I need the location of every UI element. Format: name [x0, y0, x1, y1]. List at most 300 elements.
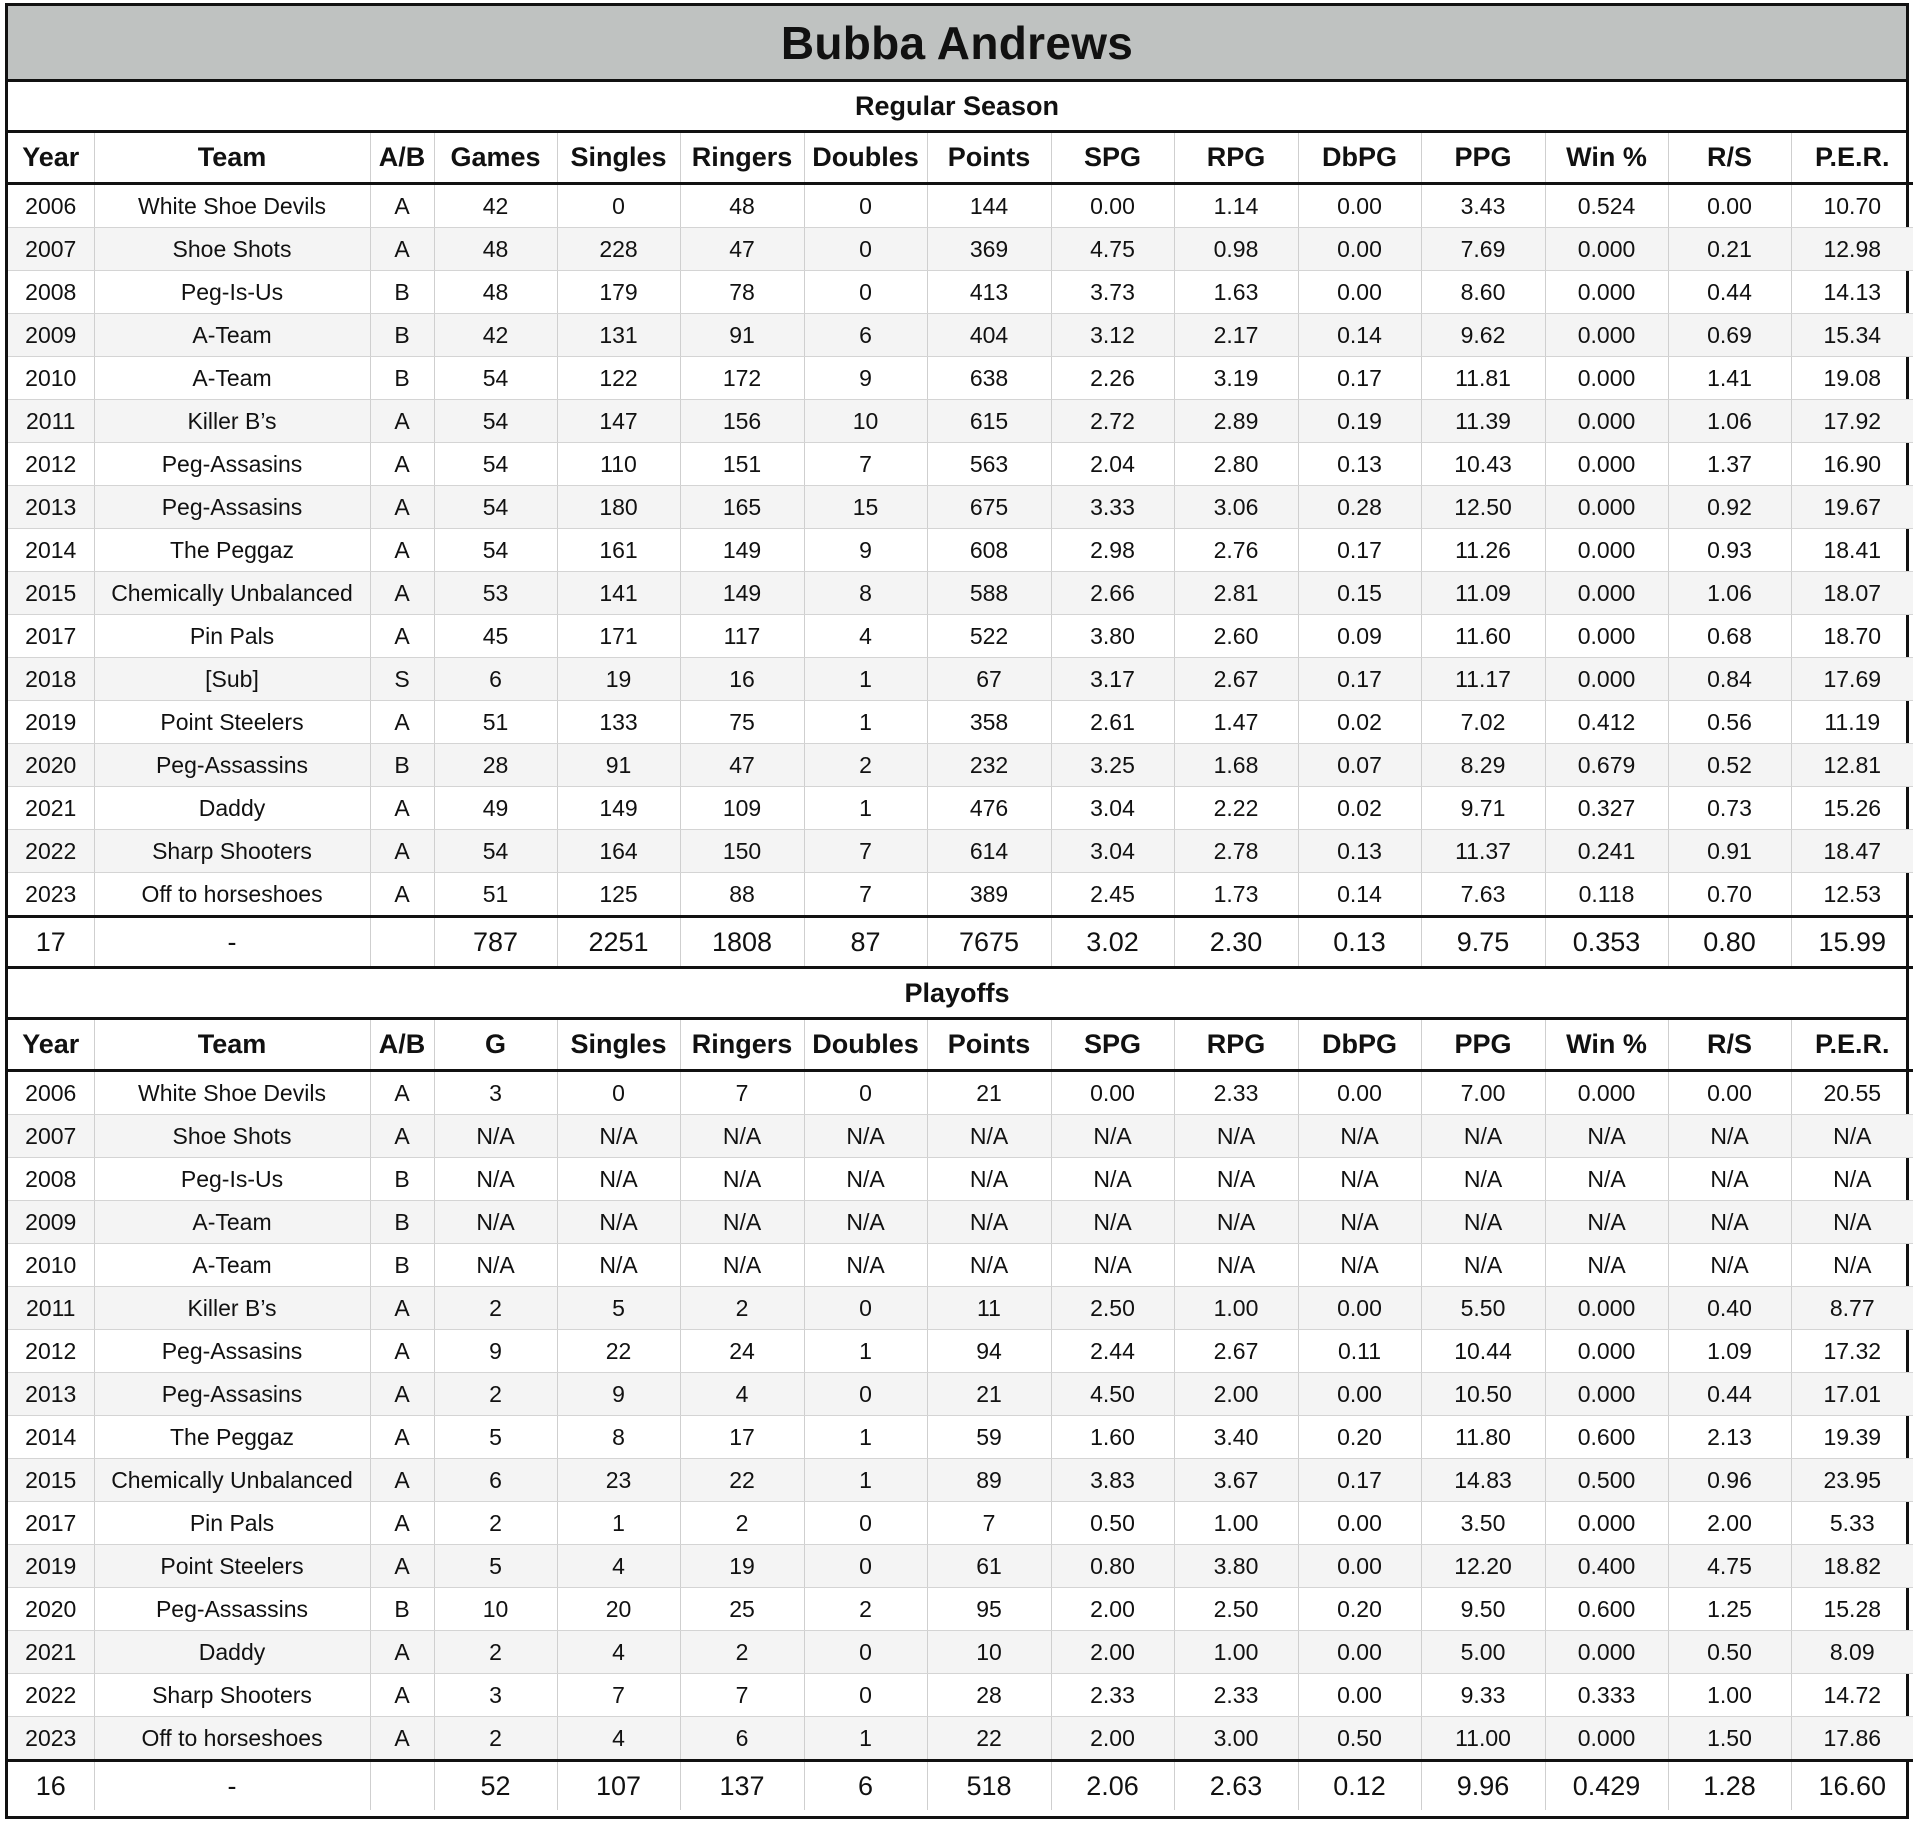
cell-dbpg: 0.28 [1298, 486, 1421, 529]
total-rpg: 2.30 [1174, 917, 1298, 968]
cell-points: 7 [927, 1502, 1051, 1545]
cell-dbpg: 0.00 [1298, 271, 1421, 314]
cell-ab: A [370, 1545, 434, 1588]
cell-games: 48 [434, 271, 557, 314]
cell-rs: 2.00 [1668, 1502, 1791, 1545]
cell-ppg: 11.60 [1421, 615, 1545, 658]
total-per: 16.60 [1818, 1770, 1887, 1801]
cell-dbpg: 0.17 [1298, 529, 1421, 572]
cell-points: N/A [927, 1115, 1051, 1158]
cell-ab: B [370, 744, 434, 787]
cell-rpg: 3.80 [1174, 1545, 1298, 1588]
cell-per: 20.55 [1791, 1071, 1913, 1115]
cell-ringers: 151 [680, 443, 804, 486]
cell-dbpg: N/A [1298, 1158, 1421, 1201]
table-row [8, 1502, 1913, 1545]
cell-points: 67 [927, 658, 1051, 701]
cell-singles: 180 [557, 486, 680, 529]
cell-team: Off to horseshoes [94, 1717, 370, 1761]
cell-points: 404 [927, 314, 1051, 357]
cell-rs: 1.00 [1668, 1674, 1791, 1717]
cell-ab: A [370, 228, 434, 271]
cell-rpg: 2.89 [1174, 400, 1298, 443]
cell-ringers: N/A [680, 1115, 804, 1158]
cell-ppg: 11.81 [1421, 357, 1545, 400]
cell-ringers: N/A [680, 1158, 804, 1201]
cell-rs: 0.00 [1668, 184, 1791, 228]
cell-dbpg: 0.07 [1298, 744, 1421, 787]
table-row [8, 228, 1913, 271]
cell-ringers: 75 [680, 701, 804, 744]
cell-year: 2006 [8, 1071, 94, 1115]
cell-doubles: N/A [804, 1115, 927, 1158]
cell-win-pct: 0.000 [1545, 1717, 1668, 1761]
cell-per: 23.95 [1791, 1459, 1913, 1502]
cell-rpg: 3.06 [1174, 486, 1298, 529]
cell-doubles: 1 [804, 1416, 927, 1459]
cell-spg: 3.83 [1051, 1459, 1174, 1502]
table-row [8, 1674, 1913, 1717]
cell-ab: A [370, 873, 434, 917]
cell-games: 54 [434, 830, 557, 873]
cell-win-pct: 0.000 [1545, 357, 1668, 400]
cell-points: 389 [927, 873, 1051, 917]
cell-singles: 141 [557, 572, 680, 615]
cell-year: 2008 [8, 1158, 94, 1201]
cell-rpg: 1.63 [1174, 271, 1298, 314]
cell-per: N/A [1791, 1158, 1913, 1201]
player-name-title: Bubba Andrews [8, 6, 1906, 82]
table-row [8, 1158, 1913, 1201]
column-header-per: P.E.R. [1814, 142, 1890, 172]
cell-team: Shoe Shots [94, 1115, 370, 1158]
cell-rs: N/A [1668, 1201, 1791, 1244]
totals-row [8, 917, 1913, 968]
cell-win-pct: 0.118 [1545, 873, 1668, 917]
cell-ppg: 12.20 [1421, 1545, 1545, 1588]
cell-doubles: 1 [804, 787, 927, 830]
cell-points: 522 [927, 615, 1051, 658]
total-points: 7675 [927, 917, 1051, 968]
cell-rs: 1.06 [1668, 572, 1791, 615]
cell-games: 28 [434, 744, 557, 787]
cell-singles: 125 [557, 873, 680, 917]
cell-doubles: 9 [804, 357, 927, 400]
cell-year: 2009 [8, 1201, 94, 1244]
cell-rs: 0.93 [1668, 529, 1791, 572]
cell-doubles: N/A [804, 1158, 927, 1201]
cell-games: N/A [434, 1244, 557, 1287]
table-row [8, 486, 1913, 529]
cell-per: 18.70 [1791, 615, 1913, 658]
cell-rpg: N/A [1174, 1158, 1298, 1201]
cell-rs: 0.96 [1668, 1459, 1791, 1502]
cell-rs: 0.00 [1668, 1071, 1791, 1115]
cell-win-pct: 0.000 [1545, 400, 1668, 443]
cell-games: 51 [434, 873, 557, 917]
cell-ppg: 10.43 [1421, 443, 1545, 486]
table-row [8, 1244, 1913, 1287]
cell-rpg: 2.00 [1174, 1373, 1298, 1416]
cell-ppg: 10.50 [1421, 1373, 1545, 1416]
cell-dbpg: 0.19 [1298, 400, 1421, 443]
cell-singles: 22 [557, 1330, 680, 1373]
cell-rpg: 1.14 [1174, 184, 1298, 228]
cell-dbpg: 0.17 [1298, 357, 1421, 400]
table-row [8, 1416, 1913, 1459]
cell-ab: A [370, 787, 434, 830]
cell-win-pct: 0.000 [1545, 228, 1668, 271]
cell-spg: 2.26 [1051, 357, 1174, 400]
cell-ppg: 7.63 [1421, 873, 1545, 917]
cell-games: N/A [434, 1115, 557, 1158]
cell-points: 22 [927, 1717, 1051, 1761]
playoffs-table [8, 1020, 1913, 1810]
cell-doubles: N/A [804, 1244, 927, 1287]
table-row [8, 1631, 1913, 1674]
cell-singles: 20 [557, 1588, 680, 1631]
cell-spg: 3.73 [1051, 271, 1174, 314]
cell-rs: 0.92 [1668, 486, 1791, 529]
cell-ppg: 11.80 [1421, 1416, 1545, 1459]
cell-win-pct: 0.524 [1545, 184, 1668, 228]
cell-games: 5 [434, 1545, 557, 1588]
table-row [8, 1287, 1913, 1330]
cell-ppg: 7.02 [1421, 701, 1545, 744]
total-rs: 1.28 [1668, 1761, 1791, 1811]
cell-points: N/A [927, 1158, 1051, 1201]
cell-team: A-Team [94, 1244, 370, 1287]
cell-rpg: N/A [1174, 1201, 1298, 1244]
total-team: - [94, 917, 370, 968]
cell-dbpg: 0.50 [1298, 1717, 1421, 1761]
cell-team: Chemically Unbalanced [94, 572, 370, 615]
cell-year: 2007 [8, 228, 94, 271]
cell-rpg: 2.80 [1174, 443, 1298, 486]
cell-dbpg: 0.15 [1298, 572, 1421, 615]
cell-ringers: 78 [680, 271, 804, 314]
cell-win-pct: 0.000 [1545, 615, 1668, 658]
cell-per: 15.34 [1791, 314, 1913, 357]
cell-singles: 179 [557, 271, 680, 314]
cell-doubles: 0 [804, 1545, 927, 1588]
cell-singles: 5 [557, 1287, 680, 1330]
total-spg: 3.02 [1051, 917, 1174, 968]
cell-points: 232 [927, 744, 1051, 787]
cell-team: [Sub] [94, 658, 370, 701]
stats-sheet [5, 3, 1909, 1819]
column-header-doubles: Doubles [804, 1020, 927, 1071]
header-row [8, 133, 1913, 184]
cell-doubles: 1 [804, 701, 927, 744]
cell-ringers: 7 [680, 1674, 804, 1717]
cell-win-pct: 0.333 [1545, 1674, 1668, 1717]
cell-spg: N/A [1051, 1244, 1174, 1287]
cell-rpg: 3.40 [1174, 1416, 1298, 1459]
cell-dbpg: N/A [1298, 1201, 1421, 1244]
cell-ab: A [370, 615, 434, 658]
column-header-points: Points [927, 133, 1051, 184]
cell-rpg: 1.73 [1174, 873, 1298, 917]
column-header-rpg: RPG [1174, 1020, 1298, 1071]
cell-rpg: 0.98 [1174, 228, 1298, 271]
cell-year: 2014 [8, 529, 94, 572]
cell-ab: A [370, 830, 434, 873]
cell-ppg: 5.50 [1421, 1287, 1545, 1330]
cell-points: 59 [927, 1416, 1051, 1459]
table-row [8, 744, 1913, 787]
cell-points: 369 [927, 228, 1051, 271]
cell-ab: A [370, 1502, 434, 1545]
cell-games: 6 [434, 658, 557, 701]
column-header-games: G [434, 1020, 557, 1071]
cell-rs: 1.06 [1668, 400, 1791, 443]
table-row [8, 1459, 1913, 1502]
cell-team: A-Team [94, 314, 370, 357]
cell-ab: S [370, 658, 434, 701]
cell-doubles: 9 [804, 529, 927, 572]
cell-win-pct: 0.400 [1545, 1545, 1668, 1588]
cell-games: 2 [434, 1287, 557, 1330]
table-row [8, 1545, 1913, 1588]
cell-team: Peg-Assasins [94, 1330, 370, 1373]
cell-singles: N/A [557, 1115, 680, 1158]
total-year: 17 [8, 917, 94, 968]
regular-season-section [8, 82, 1906, 969]
cell-games: 54 [434, 443, 557, 486]
cell-team: Chemically Unbalanced [94, 1459, 370, 1502]
cell-rpg: 2.81 [1174, 572, 1298, 615]
cell-singles: 91 [557, 744, 680, 787]
cell-team: Sharp Shooters [94, 1674, 370, 1717]
cell-rpg: 2.33 [1174, 1674, 1298, 1717]
cell-singles: 122 [557, 357, 680, 400]
cell-win-pct: 0.241 [1545, 830, 1668, 873]
cell-spg: 3.04 [1051, 830, 1174, 873]
cell-doubles: 7 [804, 830, 927, 873]
cell-singles: 133 [557, 701, 680, 744]
cell-ab: A [370, 184, 434, 228]
cell-ppg: 7.69 [1421, 228, 1545, 271]
cell-rpg: 1.68 [1174, 744, 1298, 787]
cell-doubles: 15 [804, 486, 927, 529]
total-team: - [94, 1761, 370, 1811]
column-header-team: Team [94, 133, 370, 184]
cell-rs: 0.70 [1668, 873, 1791, 917]
cell-per: N/A [1791, 1115, 1913, 1158]
cell-games: 2 [434, 1631, 557, 1674]
table-row [8, 615, 1913, 658]
cell-rs: 1.25 [1668, 1588, 1791, 1631]
cell-points: 608 [927, 529, 1051, 572]
cell-games: 10 [434, 1588, 557, 1631]
cell-per: 19.67 [1791, 486, 1913, 529]
cell-rs: 1.41 [1668, 357, 1791, 400]
table-row [8, 873, 1913, 917]
cell-win-pct: 0.000 [1545, 1373, 1668, 1416]
cell-rs: 0.40 [1668, 1287, 1791, 1330]
cell-team: Killer B’s [94, 1287, 370, 1330]
cell-year: 2011 [8, 400, 94, 443]
cell-dbpg: 0.02 [1298, 787, 1421, 830]
cell-ppg: 14.83 [1421, 1459, 1545, 1502]
cell-per: 12.98 [1791, 228, 1913, 271]
cell-doubles: 0 [804, 184, 927, 228]
table-row [8, 701, 1913, 744]
cell-ringers: 2 [680, 1631, 804, 1674]
table-row [8, 271, 1913, 314]
column-header-rpg: RPG [1174, 133, 1298, 184]
cell-doubles: 0 [804, 1674, 927, 1717]
cell-ab: A [370, 486, 434, 529]
cell-games: N/A [434, 1201, 557, 1244]
cell-points: 563 [927, 443, 1051, 486]
column-header-team: Team [94, 1020, 370, 1071]
cell-team: Pin Pals [94, 1502, 370, 1545]
cell-points: 614 [927, 830, 1051, 873]
cell-spg: 3.33 [1051, 486, 1174, 529]
cell-spg: 1.60 [1051, 1416, 1174, 1459]
cell-doubles: 7 [804, 443, 927, 486]
cell-ringers: 149 [680, 529, 804, 572]
cell-year: 2008 [8, 271, 94, 314]
cell-ab: B [370, 271, 434, 314]
cell-singles: 7 [557, 1674, 680, 1717]
cell-singles: 0 [557, 1071, 680, 1115]
cell-ringers: 156 [680, 400, 804, 443]
table-row [8, 1330, 1913, 1373]
cell-singles: 1 [557, 1502, 680, 1545]
cell-ab: B [370, 1588, 434, 1631]
cell-per: 17.69 [1791, 658, 1913, 701]
column-header-win-pct: Win % [1545, 1020, 1668, 1071]
cell-year: 2022 [8, 1674, 94, 1717]
cell-spg: 2.04 [1051, 443, 1174, 486]
cell-games: 2 [434, 1502, 557, 1545]
total-dbpg: 0.12 [1298, 1761, 1421, 1811]
cell-ppg: 11.09 [1421, 572, 1545, 615]
cell-spg: 2.00 [1051, 1717, 1174, 1761]
cell-per: 12.53 [1823, 880, 1882, 907]
total-ringers: 137 [680, 1761, 804, 1811]
cell-rpg: 1.00 [1174, 1631, 1298, 1674]
cell-per: 10.70 [1791, 184, 1913, 228]
cell-spg: N/A [1051, 1158, 1174, 1201]
cell-rpg: 2.33 [1174, 1071, 1298, 1115]
cell-doubles: 0 [804, 1373, 927, 1416]
cell-year: 2010 [8, 357, 94, 400]
cell-ringers: 48 [680, 184, 804, 228]
cell-ab: A [370, 1115, 434, 1158]
total-win-pct: 0.429 [1545, 1761, 1668, 1811]
cell-singles: 228 [557, 228, 680, 271]
cell-year: 2010 [8, 1244, 94, 1287]
cell-rs: 0.84 [1668, 658, 1791, 701]
cell-games: 49 [434, 787, 557, 830]
table-row [8, 184, 1913, 228]
cell-games: 42 [434, 314, 557, 357]
cell-win-pct: 0.500 [1545, 1459, 1668, 1502]
cell-win-pct: 0.412 [1545, 701, 1668, 744]
cell-points: 10 [927, 1631, 1051, 1674]
cell-ringers: 24 [680, 1330, 804, 1373]
column-header-rs: R/S [1668, 133, 1791, 184]
cell-ringers: 117 [680, 615, 804, 658]
column-header-ringers: Ringers [680, 133, 804, 184]
cell-doubles: 0 [804, 271, 927, 314]
cell-ab: A [370, 1373, 434, 1416]
cell-points: 61 [927, 1545, 1051, 1588]
cell-games: 51 [434, 701, 557, 744]
cell-year: 2018 [8, 658, 94, 701]
cell-dbpg: 0.09 [1298, 615, 1421, 658]
cell-dbpg: 0.00 [1298, 1071, 1421, 1115]
cell-win-pct: 0.000 [1545, 529, 1668, 572]
cell-points: 11 [927, 1287, 1051, 1330]
total-year: 16 [8, 1761, 94, 1811]
total-dbpg: 0.13 [1298, 917, 1421, 968]
cell-ppg: 5.00 [1421, 1631, 1545, 1674]
cell-ab: A [370, 1330, 434, 1373]
column-header-dbpg: DbPG [1298, 133, 1421, 184]
cell-rpg: 3.19 [1174, 357, 1298, 400]
cell-per: 11.19 [1791, 701, 1913, 744]
cell-dbpg: 0.13 [1298, 830, 1421, 873]
cell-singles: 23 [557, 1459, 680, 1502]
cell-team: Peg-Assasins [94, 1373, 370, 1416]
cell-ppg: 12.50 [1421, 486, 1545, 529]
cell-spg: N/A [1051, 1115, 1174, 1158]
cell-rpg: N/A [1174, 1244, 1298, 1287]
cell-per: 14.72 [1791, 1674, 1913, 1717]
cell-rpg: 2.67 [1174, 1330, 1298, 1373]
cell-doubles: 1 [804, 1717, 927, 1761]
cell-points: 28 [927, 1674, 1051, 1717]
cell-rs: N/A [1668, 1115, 1791, 1158]
cell-points: N/A [927, 1244, 1051, 1287]
cell-per: 18.47 [1791, 830, 1913, 873]
cell-year: 2019 [8, 1545, 94, 1588]
cell-rs: 0.68 [1668, 615, 1791, 658]
total-spg: 2.06 [1051, 1761, 1174, 1811]
cell-doubles: 0 [804, 228, 927, 271]
cell-ab: A [370, 1717, 434, 1761]
cell-doubles: 6 [804, 314, 927, 357]
total-doubles: 6 [804, 1761, 927, 1811]
cell-ringers: N/A [680, 1244, 804, 1287]
column-header-ab: A/B [370, 1020, 434, 1071]
cell-dbpg: 0.00 [1298, 184, 1421, 228]
cell-ppg: N/A [1421, 1201, 1545, 1244]
column-header-year: Year [8, 133, 94, 184]
cell-rs: 0.73 [1668, 787, 1791, 830]
cell-doubles: 0 [804, 1071, 927, 1115]
cell-spg: 0.00 [1051, 184, 1174, 228]
cell-per: 18.82 [1791, 1545, 1913, 1588]
cell-win-pct: 0.679 [1545, 744, 1668, 787]
cell-singles: 4 [557, 1631, 680, 1674]
cell-ab: A [370, 443, 434, 486]
cell-ringers: 172 [680, 357, 804, 400]
cell-spg: N/A [1051, 1201, 1174, 1244]
cell-team: White Shoe Devils [94, 1071, 370, 1115]
cell-singles: 110 [557, 443, 680, 486]
cell-per: 12.81 [1791, 744, 1913, 787]
cell-per: 15.26 [1791, 787, 1913, 830]
cell-ab: A [370, 1631, 434, 1674]
cell-year: 2012 [8, 443, 94, 486]
cell-ab: B [370, 357, 434, 400]
